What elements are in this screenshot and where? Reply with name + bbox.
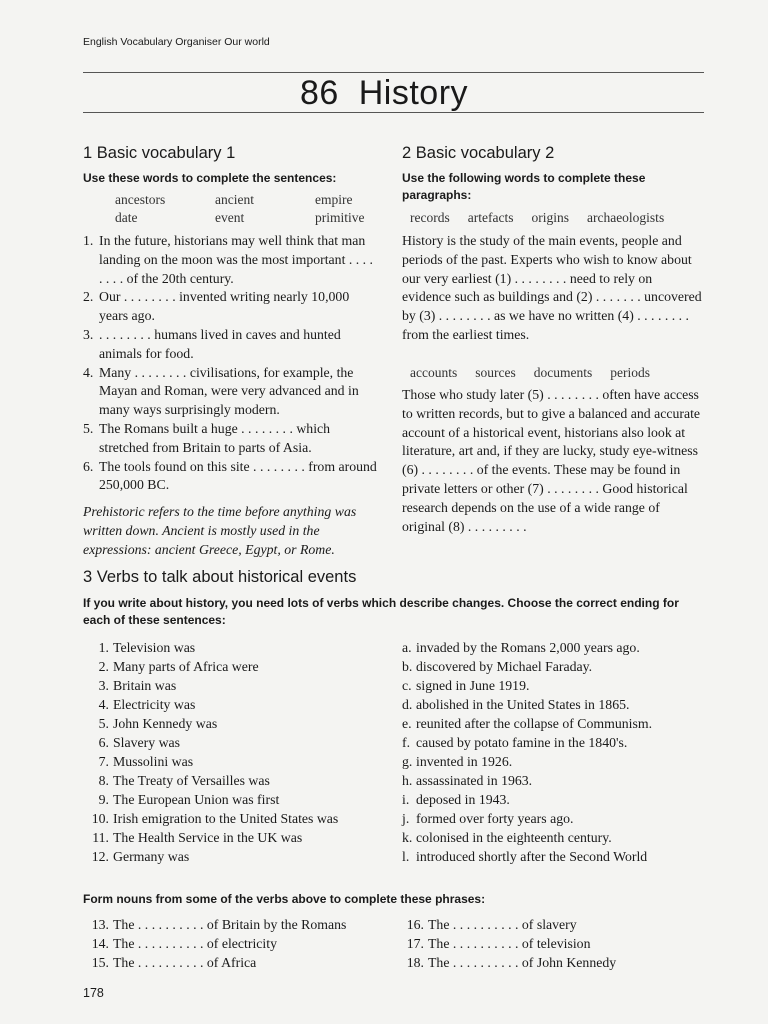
- list-item: 15. The . . . . . . . . . . of Africa: [91, 955, 257, 970]
- list-item: 14. The . . . . . . . . . . of electricity: [91, 936, 277, 951]
- list-item: 1. Television was: [98, 640, 196, 655]
- list-item: l. introduced shortly after the Second World: [402, 849, 648, 864]
- list-item: 10. Irish emigration to the United States was: [91, 811, 339, 826]
- list-item: e. reunited after the collapse of Communism.: [402, 716, 653, 731]
- list-item: 5. The Romans built a huge . . . . . . . . which stretched from Britain to parts of Asia.: [83, 420, 331, 455]
- section2-paragraph-1: History is the study of the main events, people and periods of the past. Experts who wish to know about our very earliest (1) . . . . . . . . need to rely on evidence such as buildings and (2) . . . . . . . uncovered by (3) . . . . . . . . as we have no written (4) . . . . . . . . from the earliest times.: [402, 233, 702, 342]
- section3-heading: 3 Verbs to talk about historical events: [83, 568, 357, 586]
- word: origins: [531, 210, 569, 225]
- word: accounts: [410, 365, 458, 380]
- list-item: 8. The Treaty of Versailles was: [98, 773, 270, 788]
- page-number: 178: [83, 986, 104, 1000]
- list-item: 16. The . . . . . . . . . . of slavery: [406, 917, 577, 932]
- word: ancestors: [115, 192, 166, 207]
- section2-paragraph-2: Those who study later (5) . . . . . . . . often have access to written records, but to give a balanced and accurate account of a historical event, historians also look at literature, art and, if they are lucky, study eye-witness (6) . . . . . . . . of the events. These may be found in private letters or other (7) . . . . . . . . Good historical research depends on the use of a wide range of original (8) . . . . . . . . .: [402, 387, 701, 534]
- header-top-rule: [83, 72, 704, 73]
- section1-heading: 1 Basic vocabulary 1: [83, 144, 236, 162]
- list-item: 13. The . . . . . . . . . . of Britain by the Romans: [91, 917, 347, 932]
- word: primitive: [315, 210, 365, 225]
- list-item: d. abolished in the United States in 1865.: [402, 697, 630, 712]
- section3-right-list: [402, 638, 712, 866]
- list-item: 6. Slavery was: [98, 735, 181, 750]
- list-item: 3. . . . . . . . . humans lived in caves and hunted animals for food.: [83, 326, 341, 361]
- list-item: 5. John Kennedy was: [98, 716, 218, 731]
- list-item: 3. Britain was: [98, 678, 177, 693]
- list-item: 9. The European Union was first: [98, 792, 280, 807]
- section2-heading: 2 Basic vocabulary 2: [402, 144, 555, 162]
- section1-instruction: Use these words to complete the sentences:: [83, 171, 337, 185]
- list-item: 11. The Health Service in the UK was: [92, 830, 303, 845]
- list-item: 18. The . . . . . . . . . . of John Kennedy: [406, 955, 617, 970]
- list-item: 4. Many . . . . . . . . civilisations, for example, the Mayan and Roman, were very advanced and in many ways surprisingly modern.: [83, 364, 359, 418]
- section2-word-box-2: [410, 365, 650, 381]
- list-item: 12. Germany was: [91, 849, 190, 864]
- list-item: 4. Electricity was: [98, 697, 196, 712]
- running-head: English Vocabulary Organiser Our world: [83, 36, 270, 48]
- nouns-instruction: Form nouns from some of the verbs above to complete these phrases:: [83, 892, 486, 906]
- section3-left-list: [83, 638, 393, 866]
- word: records: [410, 210, 450, 225]
- word: documents: [533, 365, 593, 380]
- section2-word-box-1: [410, 210, 664, 226]
- unit-title: [300, 74, 468, 113]
- list-item: 7. Mussolini was: [98, 754, 194, 769]
- list-item: g. invented in 1926.: [402, 754, 513, 769]
- section1-word-box: [115, 191, 405, 227]
- list-item: 2. Many parts of Africa were: [98, 659, 259, 674]
- word: ancient: [215, 192, 254, 207]
- list-item: c. signed in June 1919.: [402, 678, 530, 693]
- list-item: 17. The . . . . . . . . . . of television: [406, 936, 591, 951]
- word: event: [215, 210, 245, 225]
- section3-instruction: If you write about history, you need lots of verbs which describe changes. Choose the correct ending for each of these sentences:: [83, 596, 679, 627]
- list-item: 2. Our . . . . . . . . invented writing nearly 10,000 years ago.: [83, 289, 350, 324]
- list-item: f. caused by potato famine in the 1840's.: [402, 735, 628, 750]
- list-item: b. discovered by Michael Faraday.: [402, 659, 593, 674]
- list-item: 1. In the future, historians may well think that man landing on the moon was the most important . . . . . . . . of the 20th century.: [83, 233, 373, 286]
- list-item: k. colonised in the eighteenth century.: [402, 830, 612, 845]
- nouns-left-list: [83, 915, 393, 972]
- list-item: i. deposed in 1943.: [402, 792, 510, 807]
- word: empire: [315, 192, 353, 207]
- word: archaeologists: [586, 210, 665, 225]
- list-item: 6. The tools found on this site . . . . . . . . from around 250,000 BC.: [83, 458, 377, 493]
- word: sources: [475, 365, 516, 380]
- word: date: [115, 210, 138, 225]
- list-item: h. assassinated in 1963.: [402, 773, 533, 788]
- section1-sentence-list: [83, 232, 379, 560]
- nouns-right-list: [398, 915, 708, 972]
- section1-note: Prehistoric refers to the time before anything was written down. Ancient is mostly used in the expressions: ancient Greece, Egypt, or Rome.: [83, 504, 357, 557]
- word: artefacts: [467, 210, 514, 225]
- unit-number: 86: [300, 74, 339, 112]
- header-bottom-rule: [83, 112, 704, 113]
- unit-title-text: History: [358, 74, 469, 112]
- word: periods: [610, 365, 650, 380]
- list-item: a. invaded by the Romans 2,000 years ago.: [402, 640, 640, 655]
- section2-instruction: Use the following words to complete these paragraphs:: [402, 171, 646, 202]
- list-item: j. formed over forty years ago.: [402, 811, 574, 826]
